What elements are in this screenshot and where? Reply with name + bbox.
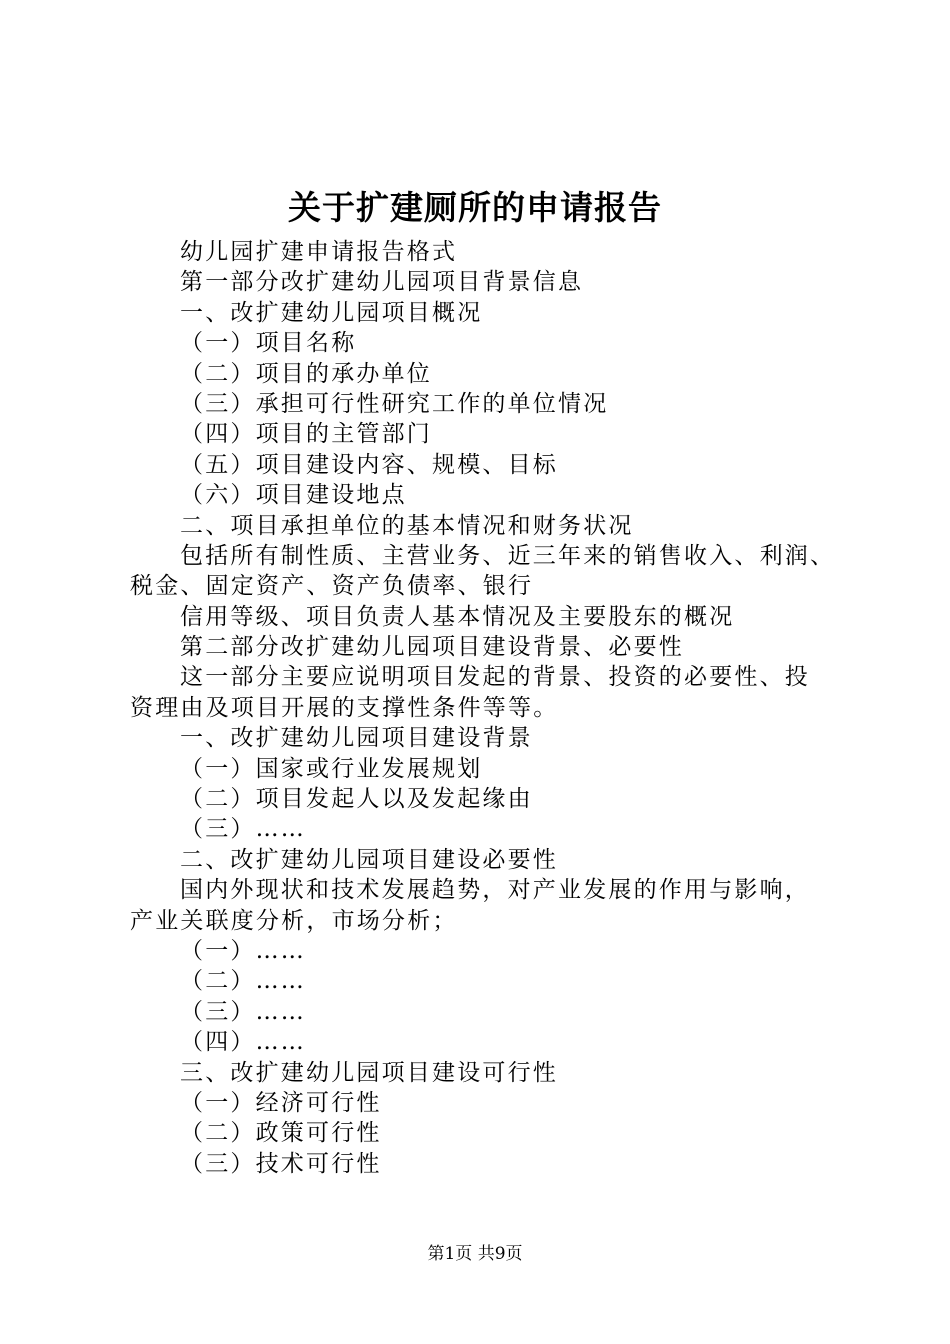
paragraph-line: （二）项目的承办单位	[180, 360, 432, 387]
paragraph-line: 国内外现状和技术发展趋势，对产业发展的作用与影响，	[180, 877, 810, 904]
paragraph-line: 包括所有制性质、主营业务、近三年来的销售收入、利润、	[180, 542, 836, 569]
paragraph-line: 二、改扩建幼儿园项目建设必要性	[180, 846, 558, 873]
paragraph-line: （一）……	[180, 937, 306, 964]
paragraph-line: 一、改扩建幼儿园项目建设背景	[180, 725, 533, 752]
paragraph-line: 第一部分改扩建幼儿园项目背景信息	[180, 269, 584, 296]
paragraph-line: （二）项目发起人以及发起缘由	[180, 786, 533, 813]
paragraph-line: 资理由及项目开展的支撑性条件等等。	[130, 694, 559, 721]
paragraph-line: （二）政策可行性	[180, 1120, 382, 1147]
paragraph-line: （三）……	[180, 998, 306, 1025]
paragraph-line: （六）项目建设地点	[180, 482, 407, 509]
paragraph-line: （三）承担可行性研究工作的单位情况	[180, 390, 609, 417]
paragraph-line: 产业关联度分析，市场分析；	[130, 907, 458, 934]
paragraph-line: （一）经济可行性	[180, 1089, 382, 1116]
paragraph-line: 一、改扩建幼儿园项目概况	[180, 299, 483, 326]
paragraph-line: （一）国家或行业发展规划	[180, 755, 483, 782]
paragraph-line: 税金、固定资产、资产负债率、银行	[130, 573, 534, 600]
paragraph-line: （四）……	[180, 1029, 306, 1056]
paragraph-line: 第二部分改扩建幼儿园项目建设背景、必要性	[180, 634, 684, 661]
paragraph-line: （二）……	[180, 968, 306, 995]
paragraph-line: （三）技术可行性	[180, 1150, 382, 1177]
paragraph-line: （三）……	[180, 816, 306, 843]
paragraph-line: 这一部分主要应说明项目发起的背景、投资的必要性、投	[180, 664, 810, 691]
document-title: 关于扩建厕所的申请报告	[288, 188, 662, 227]
paragraph-line: （一）项目名称	[180, 330, 357, 357]
paragraph-line: （五）项目建设内容、规模、目标	[180, 451, 558, 478]
paragraph-line: 三、改扩建幼儿园项目建设可行性	[180, 1059, 558, 1086]
paragraph-line: 二、项目承担单位的基本情况和财务状况	[180, 512, 634, 539]
paragraph-line: 幼儿园扩建申请报告格式	[180, 239, 458, 265]
document-body	[130, 237, 852, 1179]
paragraph-line: 信用等级、项目负责人基本情况及主要股东的概况	[180, 603, 735, 630]
page-footer: 第1页 共9页	[427, 1244, 523, 1264]
paragraph-line: （四）项目的主管部门	[180, 421, 432, 448]
